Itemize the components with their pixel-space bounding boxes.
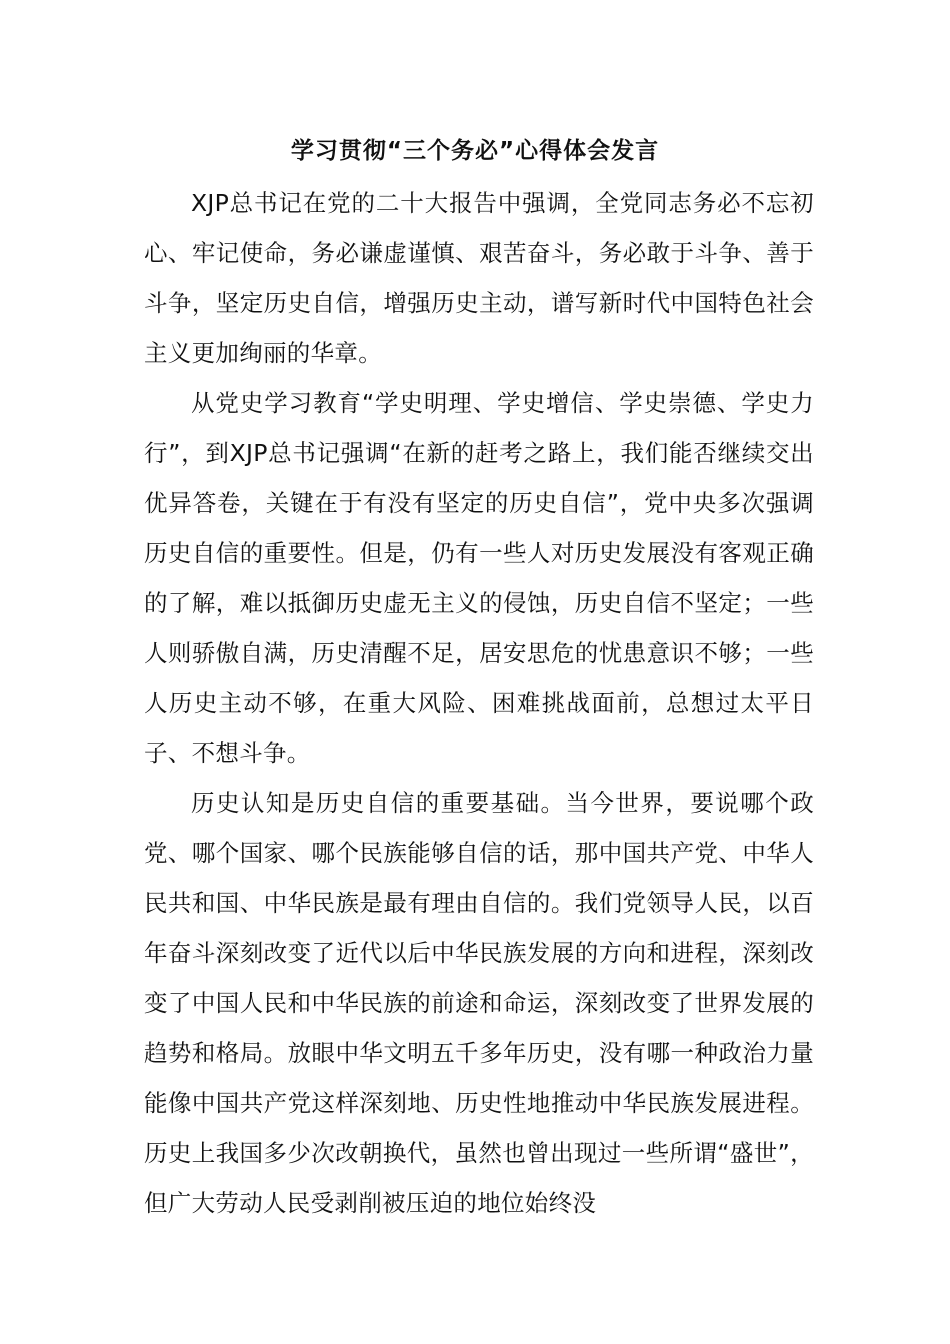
- paragraph-1: XJP总书记在党的二十大报告中强调，全党同志务必不忘初心、牢记使命，务必谦虚谨慎、艰苦奋斗，务必敢于斗争、善于斗争，坚定历史自信，增强历史主动，谱写新时代中国特色社会主义更加绚丽的华章。: [144, 189, 814, 367]
- paragraph-3: 历史认知是历史自信的重要基础。当今世界，要说哪个政党、哪个国家、哪个民族能够自信的话，那中国共产党、中华人民共和国、中华民族是最有理由自信的。我们党领导人民，以百年奋斗深刻改变了近代以后中华民族发展的方向和进程，深刻改变了中国人民和中华民族的前途和命运，深刻改变了世界发展的趋势和格局。放眼中华文明五千多年历史，没有哪一种政治力量能像中国共产党这样深刻地、历史性地推动中华民族发展进程。历史上我国多少次改朝换代，虽然也曾出现过一些所谓“盛世”，但广大劳动人民受剥削被压迫的地位始终没: [144, 789, 814, 1217]
- document-title: 学习贯彻“三个务必”心得体会发言: [290, 138, 660, 164]
- paragraph-2: 从党史学习教育“学史明理、学史增信、学史崇德、学史力行”，到XJP总书记强调“在新的赶考之路上，我们能否继续交出优异答卷，关键在于有没有坚定的历史自信”，党中央多次强调历史自信的重要性。但是，仍有一些人对历史发展没有客观正确的了解，难以抵御历史虚无主义的侵蚀，历史自信不坚定；一些人则骄傲自满，历史清醒不足，居安思危的忧患意识不够；一些人历史主动不够，在重大风险、困难挑战面前，总想过太平日子、不想斗争。: [144, 389, 814, 767]
- document-body: [144, 178, 814, 1228]
